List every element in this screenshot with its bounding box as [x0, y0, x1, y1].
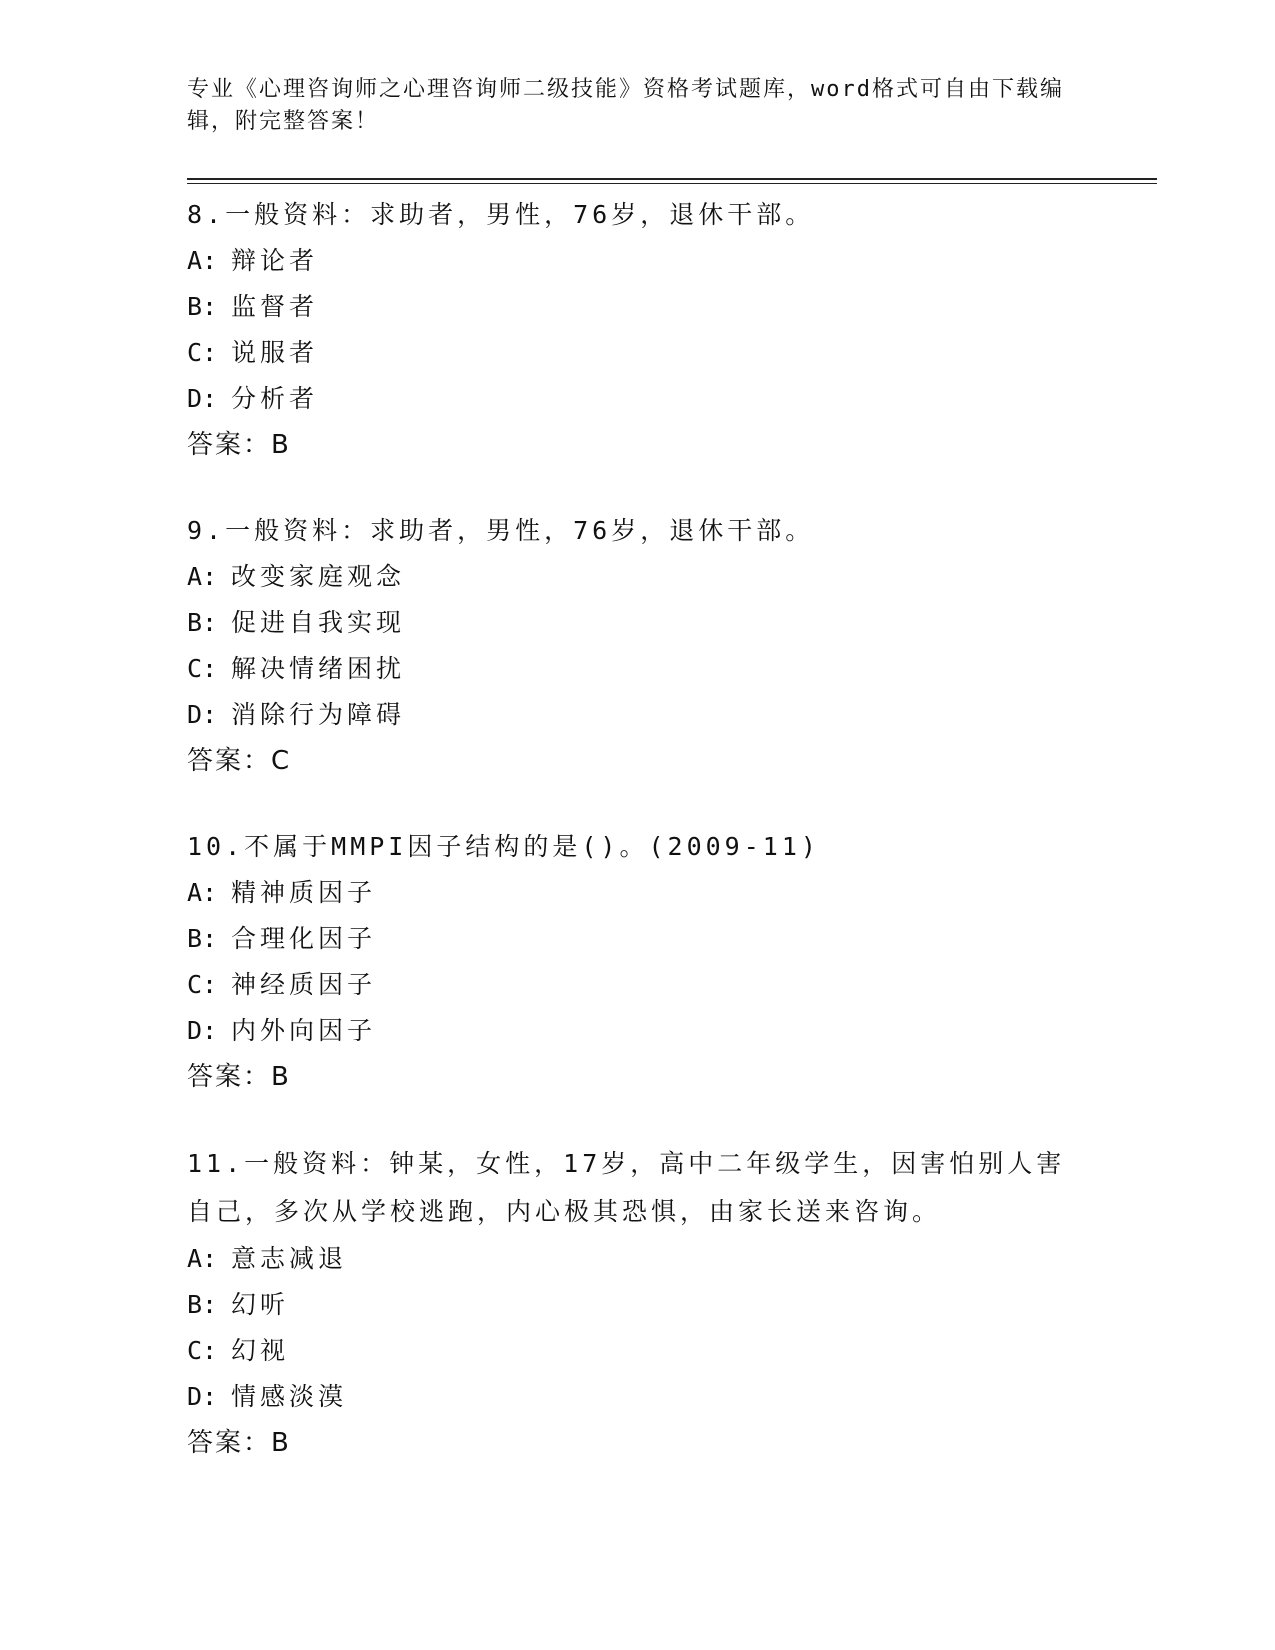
option-letter: D:	[187, 1382, 218, 1411]
option-text: 解决情绪困扰	[231, 654, 406, 683]
option-d	[187, 376, 1087, 422]
option-text: 幻视	[231, 1336, 290, 1365]
option-b	[187, 284, 1087, 330]
question-stem: 10.不属于MMPI因子结构的是()。(2009-11)	[187, 832, 820, 861]
document-header: 专业《心理咨询师之心理咨询师二级技能》资格考试题库，word格式可自由下载编辑，附完整答案！	[187, 77, 1064, 134]
option-text: 辩论者	[231, 246, 319, 275]
option-letter: C:	[187, 338, 218, 367]
option-letter: C:	[187, 970, 218, 999]
option-text: 合理化因子	[231, 924, 377, 953]
answer-line: 答案：C	[187, 746, 292, 776]
question-11	[187, 1140, 1087, 1466]
option-text: 精神质因子	[231, 878, 377, 907]
answer-line: 答案：B	[187, 1062, 291, 1092]
option-letter: D:	[187, 1016, 218, 1045]
question-stem: 8.一般资料：求助者，男性，76岁，退休干部。	[187, 200, 815, 229]
option-a	[187, 870, 1087, 916]
option-text: 内外向因子	[231, 1016, 377, 1045]
question-stem: 9.一般资料：求助者，男性，76岁，退休干部。	[187, 516, 815, 545]
option-text: 情感淡漠	[231, 1382, 348, 1411]
option-b	[187, 1282, 1087, 1328]
option-text: 说服者	[231, 338, 319, 367]
option-c	[187, 962, 1087, 1008]
option-a	[187, 554, 1087, 600]
option-letter: B:	[187, 924, 218, 953]
question-10	[187, 824, 1087, 1100]
option-d	[187, 1374, 1087, 1420]
option-letter: A:	[187, 562, 218, 591]
answer-line: 答案：B	[187, 430, 291, 460]
option-d	[187, 692, 1087, 738]
option-text: 意志减退	[231, 1244, 348, 1273]
option-letter: B:	[187, 292, 218, 321]
option-b	[187, 600, 1087, 646]
header-rule-thin	[187, 183, 1157, 184]
option-text: 消除行为障碍	[231, 700, 406, 729]
option-text: 幻听	[231, 1290, 290, 1319]
option-letter: D:	[187, 700, 218, 729]
option-d	[187, 1008, 1087, 1054]
option-a	[187, 238, 1087, 284]
option-text: 改变家庭观念	[231, 562, 406, 591]
option-b	[187, 916, 1087, 962]
option-text: 促进自我实现	[231, 608, 406, 637]
answer-line: 答案：B	[187, 1428, 291, 1458]
option-a	[187, 1236, 1087, 1282]
option-c	[187, 330, 1087, 376]
option-c	[187, 646, 1087, 692]
option-text: 监督者	[231, 292, 319, 321]
option-letter: C:	[187, 1336, 218, 1365]
option-text: 分析者	[231, 384, 319, 413]
question-9	[187, 508, 1087, 784]
option-text: 神经质因子	[231, 970, 377, 999]
option-letter: D:	[187, 384, 218, 413]
question-list	[187, 192, 1087, 1506]
option-letter: B:	[187, 1290, 218, 1319]
option-letter: A:	[187, 246, 218, 275]
option-c	[187, 1328, 1087, 1374]
option-letter: C:	[187, 654, 218, 683]
question-8	[187, 192, 1087, 468]
question-stem: 11.一般资料：钟某，女性，17岁，高中二年级学生，因害怕别人害自己，多次从学校逃跑，内心极其恐惧，由家长送来咨询。	[187, 1149, 1066, 1226]
option-letter: A:	[187, 878, 218, 907]
option-letter: B:	[187, 608, 218, 637]
header-rule-thick	[187, 178, 1157, 180]
option-letter: A:	[187, 1244, 218, 1273]
